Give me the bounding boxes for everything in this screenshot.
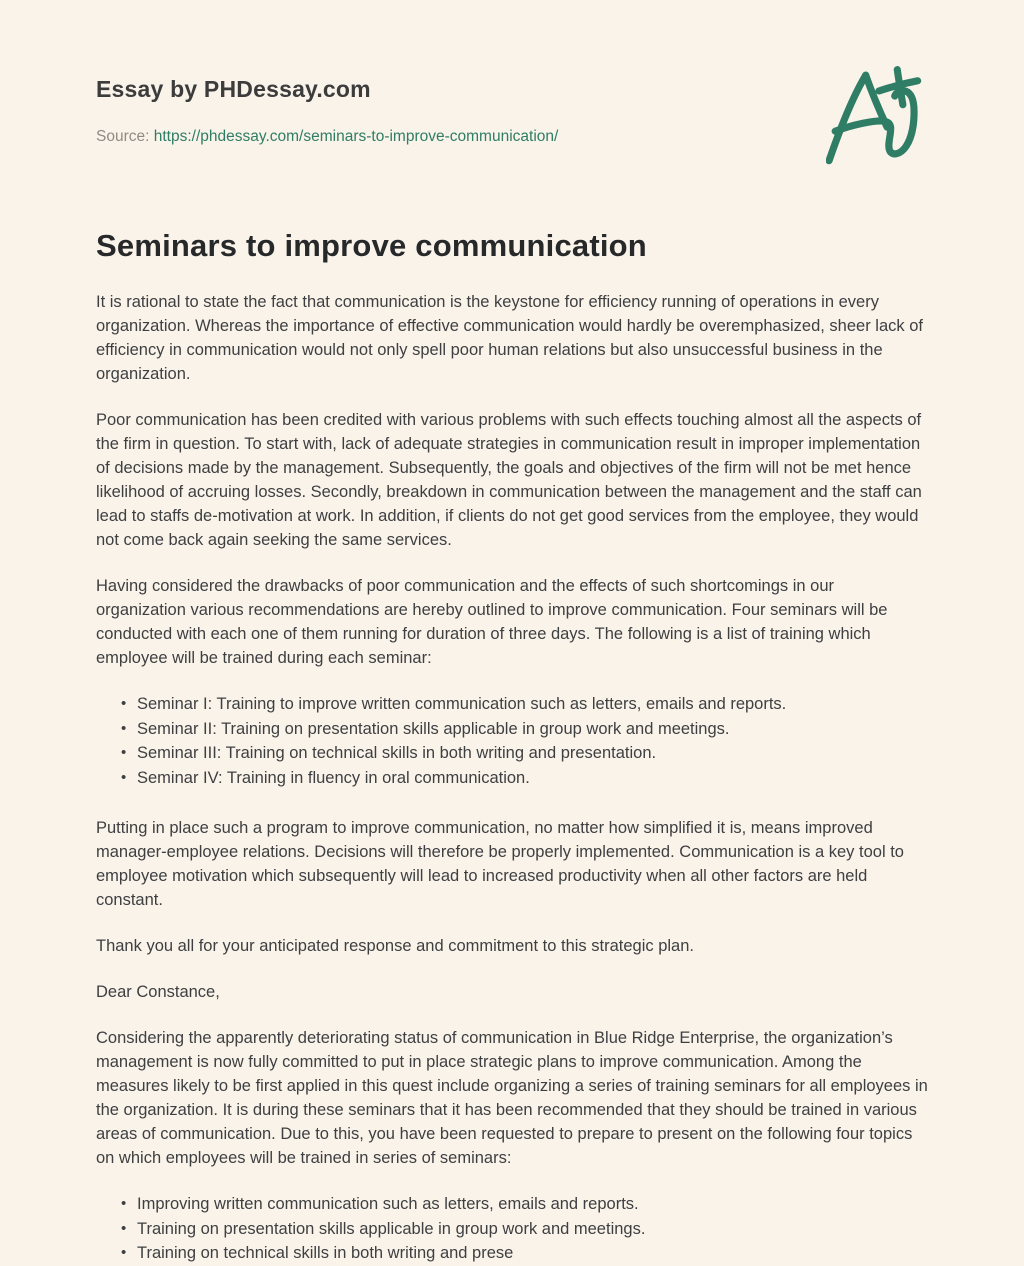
paragraph-intro-3: Having considered the drawbacks of poor communication and the effects of such shortcomings in our organization various recommendations are hereby outlined to improve communication. Four seminars will be conducted with each one of them running for duration of three days. The following is a list of training which employee will be trained during each seminar: [96,577,888,667]
paragraph-intro-1: It is rational to state the fact that communication is the keystone for efficiency running of operations in every organization. Whereas the importance of effective communication would hardly be overemphasized, sheer lack of efficiency in communication would not only spell poor human relations but also unsuccessful business in the organization. [96,293,923,383]
phdessay-logo [826,64,938,176]
list-item-seminar-3: • Seminar III: Training on technical skills in both writing and presentation. [137,741,928,766]
list-item-seminar-4: • Seminar IV: Training in fluency in oral communication. [137,766,928,791]
list-item-topic-2: • Training on presentation skills applicable in group work and meetings. [137,1217,928,1242]
paragraph-intro-2: Poor communication has been credited with various problems with such effects touching almost all the aspects of the firm in question. To start with, lack of adequate strategies in communication result in improper implementation of decisions made by the management. Subsequently, the goals and objectives of the firm will not be met hence likelihood of accruing losses. Secondly, breakdown in communication between the management and the staff can lead to staffs de-motivation at work. In addition, if clients do not get good services from the employee, they would not come back again seeking the same services. [96,411,922,549]
paragraph-blue-ridge: Considering the apparently deteriorating status of communication in Blue Ridge Enterprise, the organization’s management is now fully committed to put in place strategic plans to improve communication. Among the measures likely to be first applied in this quest include organizing a series of training seminars for all employees in the organization. It is during these seminars that it has been recommended that they should be trained in various areas of communication. Due to this, you have been requested to prepare to present on the following four topics on which employees will be trained in series of seminars: [96,1029,928,1167]
a-plus-logo-icon [826,64,938,176]
source-url-link[interactable]: https://phdessay.com/seminars-to-improve-communication/ [153,128,559,145]
list-item-topic-3: • Training on technical skills in both writing and prese [137,1241,928,1266]
source-label: Source: [96,128,150,145]
seminar-list [96,692,928,790]
list-item-seminar-2: • Seminar II: Training on presentation skills applicable in group work and meetings. [137,717,928,742]
page-title: Seminars to improve communication [96,228,647,263]
paragraph-program-benefits: Putting in place such a program to improve communication, no matter how simplified it is, means improved manager-employee relations. Decisions will therefore be properly implemented. Communication is a key tool to employee motivation which subsequently will lead to increased productivity when all other factors are held constant. [96,819,904,909]
paragraph-thank-you: Thank you all for your anticipated response and commitment to this strategic plan. [96,937,694,955]
topics-list [96,1192,928,1266]
paragraph-salutation: Dear Constance, [96,983,220,1001]
source-line [96,128,928,146]
list-item-topic-1: • Improving written communication such as letters, emails and reports. [137,1192,928,1217]
list-item-seminar-1: • Seminar I: Training to improve written communication such as letters, emails and reports. [137,692,928,717]
article-body [96,290,928,1266]
brand-heading: Essay by PHDessay.com [96,76,371,102]
